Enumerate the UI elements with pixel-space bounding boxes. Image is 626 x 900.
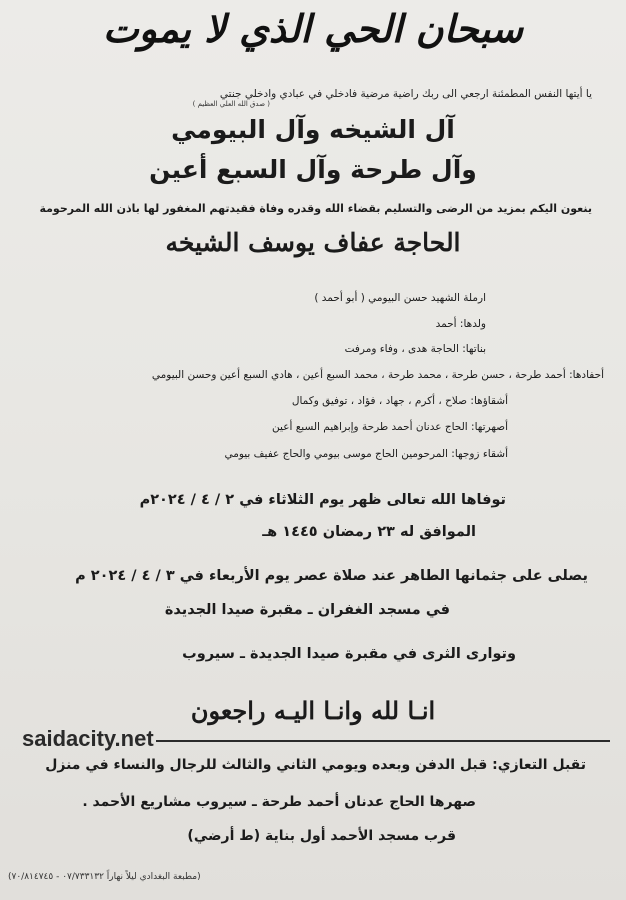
closing-verse: انـا لله وانـا اليـه راجعون — [190, 696, 436, 725]
relative-daughters: بناتها: الحاجة هدى ، وفاء ومرفت — [344, 343, 486, 355]
families-line-2: وآل طرحة وآل السبع أعين — [149, 155, 477, 184]
relative-sons-in-law: أصهرتها: الحاج عدنان أحمد طرحة وإبراهيم السبع أعين — [272, 421, 508, 433]
printer-credit: (مطبعة البغدادي ليلاً نهاراً ۰٧/٧٣٣١٣٢ - ٧۰/٨١٤٧٤٥) — [8, 872, 201, 882]
families-line-1: آل الشيخه وآل البيومي — [171, 115, 455, 144]
relative-son: ولدها: أحمد — [435, 318, 486, 330]
mourning-announcement: ينعون اليكم بمزيد من الرضى والتسليم بقضاء الله وقدره وفاة فقيدتهم المغفور لها باذن الله المرحومة — [39, 202, 592, 215]
relative-brothers: أشقاؤها: صلاح ، أكرم ، جهاد ، فؤاد ، توفيق وكمال — [291, 395, 508, 407]
condolences-line-3: قرب مسجد الأحمد أول بناية (ط أرضي) — [187, 828, 456, 844]
relative-widow-of: ارملة الشهيد حسن البيومي ( أبو أحمد ) — [314, 292, 486, 304]
funeral-prayer: يصلى على جثمانها الطاهر عند صلاة عصر يوم الأربعاء في ٣ / ٤ / ٢٠٢٤ م — [75, 568, 588, 584]
relative-grandsons: أحفادها: أحمد طرحة ، حسن طرحة ، محمد طرحة ، محمد السبع أعين ، هادي السبع أعين وحسن البيومي — [151, 369, 604, 381]
quran-verse: يا أيتها النفس المطمئنة ارجعي الى ربك راضية مرضية فادخلي في عبادي وادخلي جنتي — [219, 88, 592, 100]
condolences-line-1: تقبل التعازي: قبل الدفن وبعده ويومي الثاني والثالث للرجال والنساء في منزل — [45, 757, 586, 773]
burial-place: وتوارى الثرى في مقبرة صيدا الجديدة ـ سيروب — [182, 646, 516, 662]
hijri-date: الموافق له ٢٣ رمضان ١٤٤٥ هـ — [262, 524, 476, 540]
divider-line — [156, 740, 610, 742]
verse-reference: ( صدق الله العلي العظيم ) — [192, 100, 270, 108]
funeral-mosque: في مسجد الغفران ـ مقبرة صيدا الجديدة — [164, 602, 450, 618]
relative-husband-siblings: أشقاء زوجها: المرحومين الحاج موسى بيومي والحاج عفيف بيومي — [224, 448, 508, 460]
site-watermark: saidacity.net — [22, 726, 154, 751]
deceased-name: الحاجة عفاف يوسف الشيخه — [165, 228, 461, 257]
death-date: توفاها الله تعالى ظهر يوم الثلاثاء في ٢ / ٤ / ٢٠٢٤م — [139, 492, 506, 508]
condolences-line-2: صهرها الحاج عدنان أحمد طرحة ـ سيروب مشاريع الأحمد . — [82, 794, 476, 810]
calligraphy-header: سبحان الحي الذي لا يموت — [102, 6, 524, 51]
